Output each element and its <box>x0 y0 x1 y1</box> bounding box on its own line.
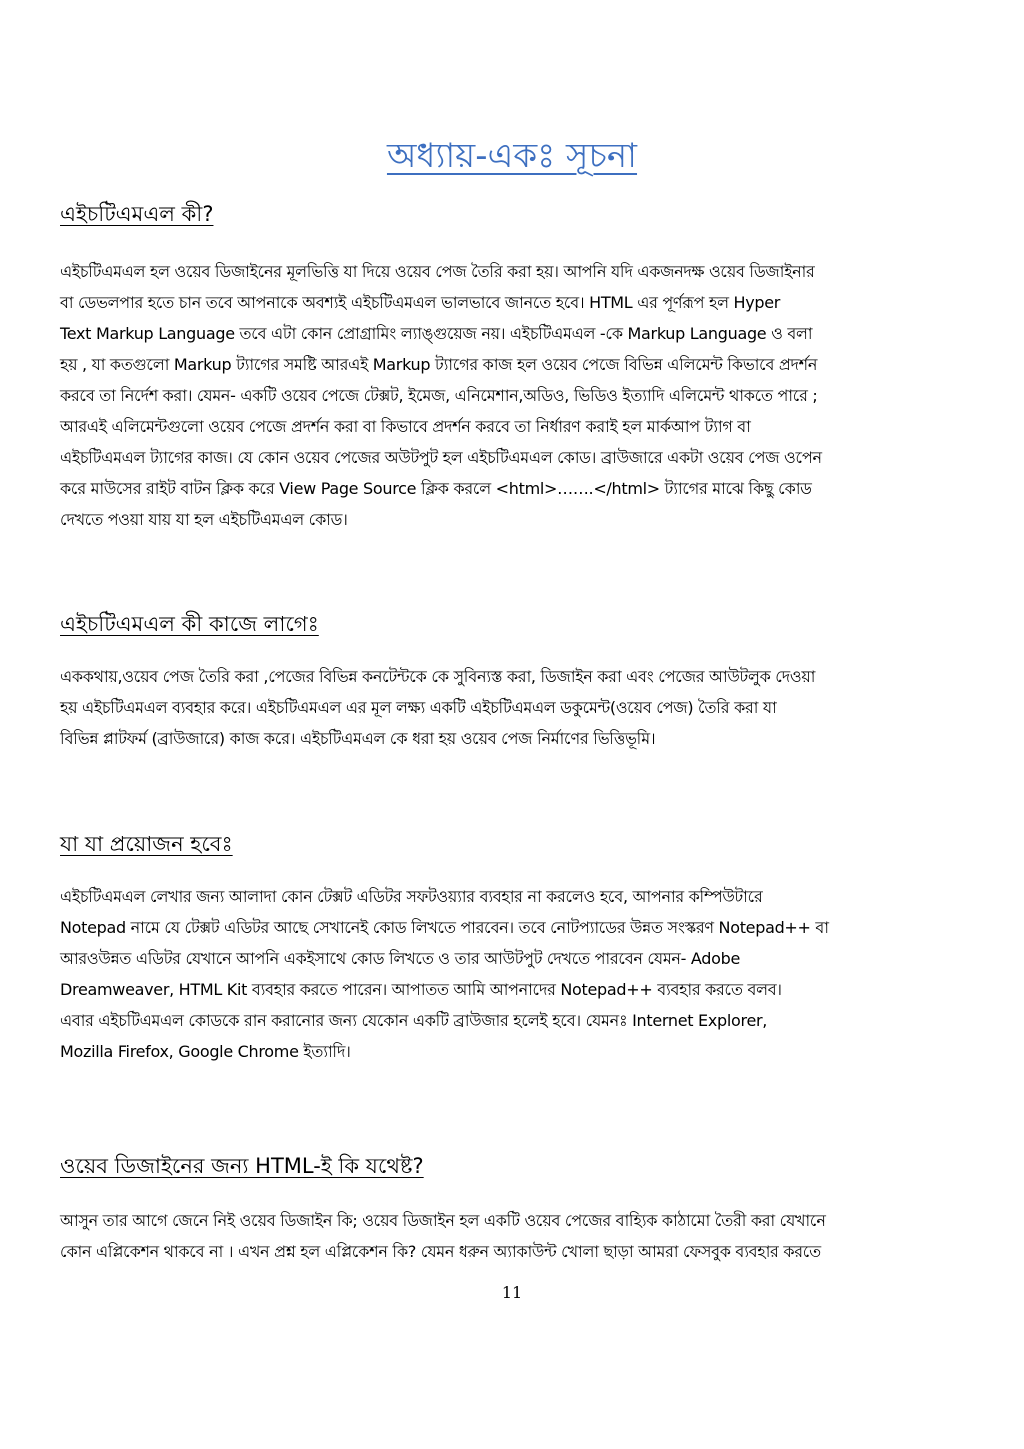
page-number: 11 <box>501 1283 523 1302</box>
section-paragraph-uses <box>60 661 965 754</box>
paragraph-line: করে মাউসের রাইট বাটন ক্লিক করে View Page Source ক্লিক করলে <html>…….</html> ট্যাগের মাঝে কিছু কোড <box>60 479 812 498</box>
paragraph-line: Text Markup Language তবে এটা কোন প্রোগ্রামিং ল্যাঙ্গুয়েজ নয়। এইচটিএমএল -কে Markup Language ও বলা <box>60 324 813 343</box>
section-heading-requirements: যা যা প্রয়োজন হবেঃ <box>60 832 233 856</box>
paragraph-line: কোন এপ্লিকেশন থাকবে না । এখন প্রশ্ন হল এপ্লিকেশন কি? যেমন ধরুন অ্যাকাউন্ট খোলা ছাড়া আমরা ফেসবুক ব্যবহার করতে <box>60 1242 821 1261</box>
paragraph-line: এইচটিএমএল ট্যাগের কাজ। যে কোন ওয়েব পেজের অউটপুট হল এইচটিএমএল কোড। ব্রাউজারে একটা ওয়েব পেজ ওপেন <box>60 448 822 467</box>
paragraph-line: Dreamweaver, HTML Kit ব্যবহার করতে পারেন। আপাতত আমি আপনাদের Notepad++ ব্যবহার করতে বলব। <box>60 980 782 999</box>
paragraph-line: বিভিন্ন প্লাটফর্ম (ব্রাউজারে) কাজ করে। এইচটিএমএল কে ধরা হয় ওয়েব পেজ নির্মাণের ভিত্তিভূমি। <box>60 729 656 748</box>
paragraph-line: এইচটিএমএল হল ওয়েব ডিজাইনের মূলভিত্তি যা দিয়ে ওয়েব পেজ তৈরি করা হয়। আপনি যদি একজনদক্ষ ওয়েব ডিজাইনার <box>60 262 815 281</box>
paragraph-line: দেখতে পওয়া যায় যা হল এইচটিএমএল কোড। <box>60 510 348 529</box>
paragraph-line: Mozilla Firefox, Google Chrome ইত্যাদি। <box>60 1042 351 1061</box>
section-heading-is-html-enough: ওয়েব ডিজাইনের জন্য HTML-ই কি যথেষ্ট? <box>60 1154 424 1178</box>
paragraph-line: Notepad নামে যে টেক্সট এডিটর আছে সেখানেই কোড লিখতে পারবেন। তবে নোটপ্যাডের উন্নত সংস্করণ Notepad++ বা <box>60 918 829 937</box>
paragraph-line: আরওউন্নত এডিটর যেখানে আপনি একইসাথে কোড লিখতে ও তার আউটপুট দেখতে পারবেন যেমন- Adobe <box>60 949 741 968</box>
paragraph-line: এককথায়,ওয়েব পেজ তৈরি করা ,পেজের বিভিন্ন কনটেন্টকে কে সুবিন্যস্ত করা, ডিজাইন করা এবং পেজের আউটলুক দেওয়া <box>60 667 816 686</box>
section-heading-uses: এইচটিএমএল কী কাজে লাগেঃ <box>60 612 319 636</box>
section-paragraph-is-html-enough <box>60 1205 965 1267</box>
chapter-title <box>0 132 1024 180</box>
paragraph-line: আরএই এলিমেন্টগুলো ওয়েব পেজে প্রদর্শন করা বা কিভাবে প্রদর্শন করবে তা নির্ধারণ করাই হল মার্কআপ ট্যাগ বা <box>60 417 751 436</box>
paragraph-line: হয় এইচটিএমএল ব্যবহার করে। এইচটিএমএল এর মূল লক্ষ্য একটি এইচটিএমএল ডকুমেন্ট(ওয়েব পেজ) তৈরি করা যা <box>60 698 777 717</box>
section-heading-what-is-html: এইচটিএমএল কী? <box>60 202 214 226</box>
paragraph-line: আসুন তার আগে জেনে নিই ওয়েব ডিজাইন কি; ওয়েব ডিজাইন হল একটি ওয়েব পেজের বাহ্যিক কাঠামো তৈরী করা যেখানে <box>60 1211 826 1230</box>
paragraph-line: হয় , যা কতগুলো Markup ট্যাগের সমষ্টি আরএই Markup ট্যাগের কাজ হল ওয়েব পেজে বিভিন্ন এলিমেন্ট কিভাবে প্রদর্শন <box>60 355 818 374</box>
paragraph-line: করবে তা নির্দেশ করা। যেমন- একটি ওয়েব পেজে টেক্সট, ইমেজ, এনিমেশান,অডিও, ভিডিও ইত্যাদি এলিমেন্ট থাকতে পারে ; <box>60 386 818 405</box>
paragraph-line: এবার এইচটিএমএল কোডকে রান করানোর জন্য যেকোন একটি ব্রাউজার হলেই হবে। যেমনঃ Internet Explorer, <box>60 1011 768 1030</box>
paragraph-line: বা ডেভলপার হতে চান তবে আপনাকে অবশ্যই এইচটিএমএল ভালভাবে জানতে হবে। HTML এর পূর্ণরূপ হল Hyper <box>60 293 781 312</box>
section-paragraph-what-is-html <box>60 256 965 535</box>
chapter-title-text: অধ্যায়-একঃ সূচনা <box>386 136 638 176</box>
paragraph-line: এইচটিএমএল লেখার জন্য আলাদা কোন টেক্সট এডিটর সফটওয়্যার ব্যবহার না করলেও হবে, আপনার কম্পিউটারে <box>60 887 763 906</box>
section-paragraph-requirements <box>60 881 965 1067</box>
